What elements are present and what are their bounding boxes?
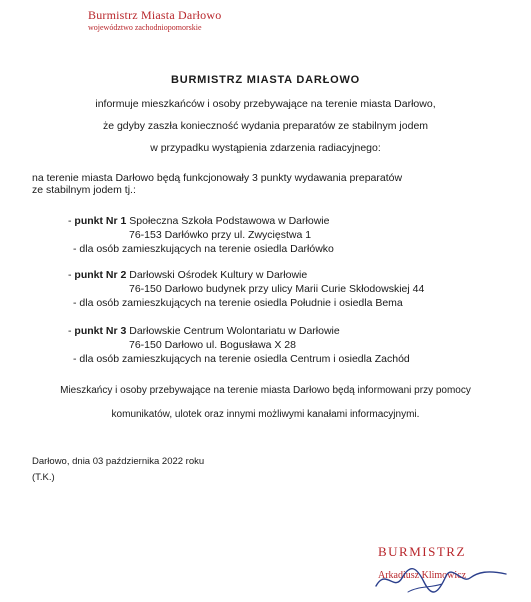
points-intro-paragraph bbox=[32, 172, 502, 196]
point-residents: - dla osób zamieszkujących na terenie osiedla Darłówko bbox=[73, 243, 334, 255]
intro-line: informuje mieszkańców i osoby przebywające na terenie miasta Darłowo, bbox=[95, 98, 436, 110]
paragraph-line: ze stabilnym jodem tj.: bbox=[32, 184, 136, 196]
distribution-point-3 bbox=[0, 324, 531, 366]
point-name: punkt Nr 1 bbox=[74, 215, 127, 227]
document-heading: BURMISTRZ MIASTA DARŁOWO bbox=[170, 74, 361, 86]
intro-line: w przypadku wystąpienia zdarzenia radiacyjnego: bbox=[150, 142, 381, 154]
point-place: Darłowskie Centrum Wolontariatu w Darłowie bbox=[126, 325, 340, 337]
point-dash: - bbox=[68, 269, 75, 281]
stamp-title: BURMISTRZ bbox=[378, 544, 466, 559]
letterhead-subtitle: województwo zachodniopomorskie bbox=[88, 23, 202, 32]
distribution-point-2 bbox=[0, 268, 531, 310]
point-residents: - dla osób zamieszkujących na terenie osiedla Centrum i osiedla Zachód bbox=[73, 353, 410, 365]
author-initials: (T.K.) bbox=[32, 472, 55, 483]
point-header bbox=[68, 324, 531, 338]
point-address: 76-150 Darłowo ul. Bogusława X 28 bbox=[129, 339, 296, 351]
closing-paragraph bbox=[0, 379, 531, 427]
point-place: Darłowski Ośrodek Kultury w Darłowie bbox=[126, 269, 308, 281]
point-place: Społeczna Szkoła Podstawowa w Darłowie bbox=[126, 215, 330, 227]
paragraph-line: na terenie miasta Darłowo będą funkcjonowały 3 punkty wydawania preparatów bbox=[32, 172, 403, 184]
stamp-name: Arkadiusz Klimowicz bbox=[378, 570, 467, 581]
distribution-point-1 bbox=[0, 214, 531, 256]
point-header bbox=[68, 214, 531, 228]
closing-line: komunikatów, ulotek oraz innymi możliwymi kanałami informacyjnymi. bbox=[111, 409, 420, 420]
handwritten-signature-icon bbox=[372, 548, 512, 600]
intro-line: że gdyby zaszła konieczność wydania preparatów ze stabilnym jodem bbox=[102, 120, 429, 132]
point-name: punkt Nr 2 bbox=[74, 269, 127, 281]
point-residents: - dla osób zamieszkujących na terenie osiedla Południe i osiedla Bema bbox=[73, 297, 403, 309]
point-header bbox=[68, 268, 531, 282]
closing-line: Mieszkańcy i osoby przebywające na terenie miasta Darłowo będą informowani przy pomocy bbox=[60, 385, 471, 396]
letterhead-title: Burmistrz Miasta Darłowo bbox=[88, 8, 222, 22]
document-date: Darłowo, dnia 03 października 2022 roku bbox=[32, 456, 205, 467]
intro-block bbox=[0, 93, 531, 159]
point-dash: - bbox=[68, 215, 75, 227]
point-address: 76-150 Darłowo budynek przy ulicy Marii Curie Skłodowskiej 44 bbox=[129, 283, 425, 295]
point-dash: - bbox=[68, 325, 75, 337]
point-name: punkt Nr 3 bbox=[74, 325, 127, 337]
point-address: 76-153 Darłówko przy ul. Zwycięstwa 1 bbox=[129, 229, 312, 241]
letterhead bbox=[88, 8, 221, 32]
